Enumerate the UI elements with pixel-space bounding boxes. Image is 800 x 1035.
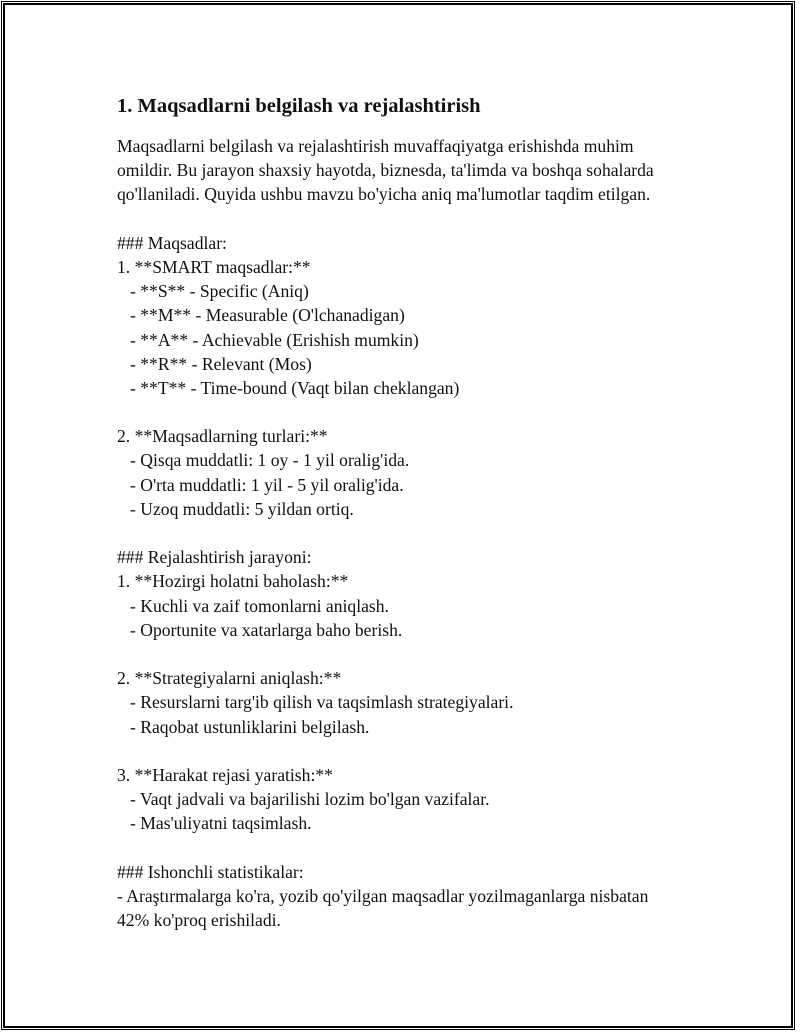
list-item: - Mas'uliyatni taqsimlash. (130, 813, 312, 834)
list-item: - Oportunite va xatarlarga baho berish. (130, 619, 403, 640)
intro-line: Maqsadlarni belgilash va rejalashtirish muvaffaqiyatga erishishda muhim (117, 136, 634, 156)
list-item: - **A** - Achievable (Erishish mumkin) (130, 329, 419, 350)
goals-heading: ### Maqsadlar: (117, 232, 227, 253)
step-label: 3. **Harakat rejasi yaratish:** (117, 764, 333, 785)
list-item: - **T** - Time-bound (Vaqt bilan cheklangan) (130, 377, 460, 398)
types-label: 2. **Maqsadlarning turlari:** (117, 426, 328, 447)
document-title: 1. Maqsadlarni belgilash va rejalashtirish (117, 95, 481, 117)
list-item: - Kuchli va zaif tomonlarni aniqlash. (130, 595, 389, 616)
list-item: - Uzoq muddatli: 5 yildan ortiq. (130, 498, 354, 519)
spacer (117, 642, 697, 666)
stats-line: 42% ko'proq erishiladi. (117, 910, 281, 930)
stats-line: - Araştırmalarga ko'ra, yozib qo'yilgan maqsadlar yozilmaganlarga nisbatan (117, 885, 649, 906)
intro-line: qo'llaniladi. Quyida ushbu mavzu bo'yicha aniq ma'lumotlar taqdim etilgan. (117, 184, 651, 205)
spacer (117, 400, 697, 424)
list-item: - Vaqt jadvali va bajarilishi lozim bo'lgan vazifalar. (130, 789, 490, 810)
document-body (117, 92, 697, 932)
spacer (117, 739, 697, 763)
spacer (117, 521, 697, 545)
list-item: - Qisqa muddatli: 1 oy - 1 yil oralig'ida. (130, 450, 410, 471)
list-item: - **S** - Specific (Aniq) (130, 281, 309, 302)
step-label: 2. **Strategiyalarni aniqlash:** (117, 668, 342, 689)
intro-paragraph (117, 134, 697, 207)
list-item: - Resurslarni targ'ib qilish va taqsimlash strategiyalari. (130, 692, 514, 713)
list-item: - **R** - Relevant (Mos) (130, 353, 312, 374)
stats-heading: ### Ishonchli statistikalar: (117, 861, 304, 882)
planning-heading: ### Rejalashtirish jarayoni: (117, 547, 312, 568)
list-item: - Raqobat ustunliklarini belgilash. (130, 716, 370, 737)
list-item: - **M** - Measurable (O'lchanadigan) (130, 305, 405, 326)
list-item: - O'rta muddatli: 1 yil - 5 yil oralig'ida. (130, 474, 404, 495)
intro-line: omildir. Bu jarayon shaxsiy hayotda, biznesda, ta'limda va boshqa sohalarda (117, 160, 654, 181)
spacer (117, 207, 697, 231)
smart-label: 1. **SMART maqsadlar:** (117, 256, 311, 277)
spacer (117, 835, 697, 859)
step-label: 1. **Hozirgi holatni baholash:** (117, 571, 349, 592)
